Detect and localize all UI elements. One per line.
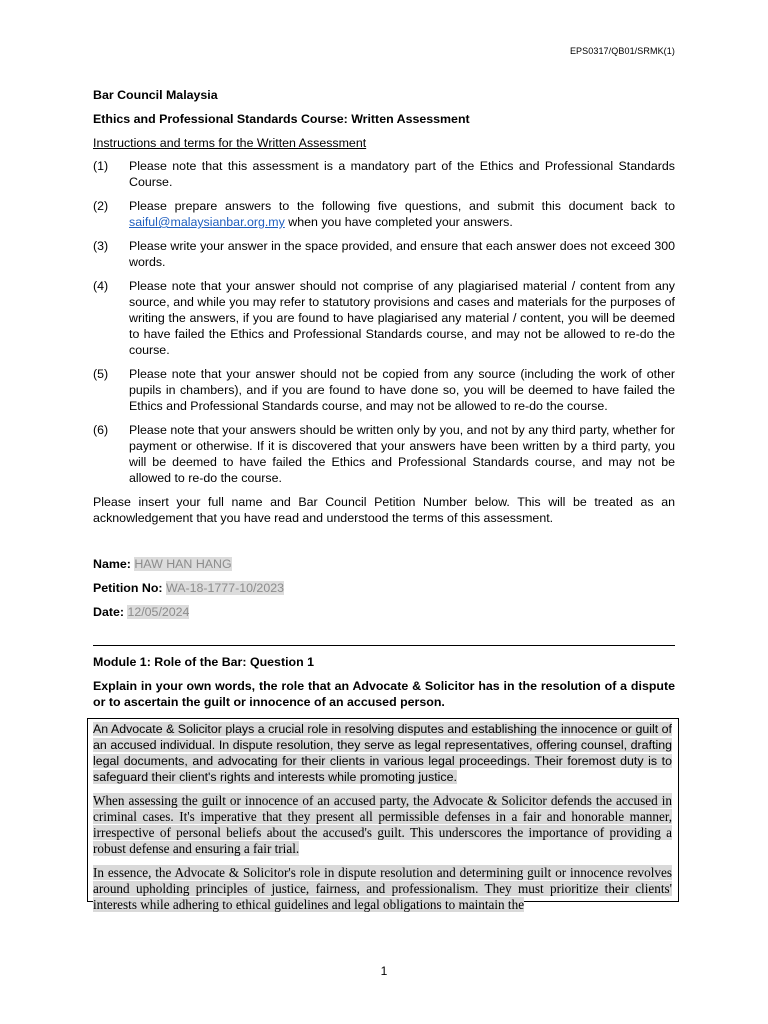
answer-box[interactable]: [87, 718, 679, 912]
answer-text: In essence, the Advocate & Solicitor's role in dispute resolution and determining guilt or innocence revolves around upholding principles of justice, fairness, and professionalism. They must prioritize their clients' interests while adhering to ethical guidelines and legal obligations to maintain the: [93, 865, 672, 912]
item-text-start: Please prepare answers to the following five questions, and submit this document back to: [129, 199, 675, 213]
item-text: Please note that your answers should be written only by you, and not by any third party, whether for payment or otherwise. If it is discovered that your answers have been written by a third party, you will be deemed to have failed the Ethics and Professional Standards course, and may not be allowed to re-do the course.: [129, 423, 675, 485]
reference-code: EPS0317/QB01/SRMK(1): [569, 46, 675, 56]
item-text: Please write your answer in the space provided, and ensure that each answer does not exceed 300 words.: [129, 239, 675, 269]
item-number: (3): [93, 239, 109, 253]
answer-text: An Advocate & Solicitor plays a crucial role in resolving disputes and establishing the innocence or guilt of an accused individual. In dispute resolution, they serve as legal representatives, offering counsel, drafting legal documents, and advocating for their clients in various legal proceedings. Their foremost duty is to safeguard their client's rights and interests while promoting justice.: [93, 722, 672, 784]
section-divider: [93, 645, 675, 646]
organisation-name: Bar Council Malaysia: [93, 88, 218, 102]
module-title: Module 1: Role of the Bar: Question 1: [93, 655, 314, 669]
instruction-item: [93, 422, 675, 486]
instructions-list: [93, 158, 675, 486]
item-number: (6): [93, 423, 109, 437]
petition-input[interactable]: WA-18-1777-10/2023: [165, 581, 284, 595]
item-number: (5): [93, 367, 109, 381]
name-label: Name:: [93, 557, 131, 571]
email-link[interactable]: saiful@malaysianbar.org.my: [129, 215, 285, 229]
answer-paragraph: [93, 793, 678, 857]
item-text-end: when you have completed your answers.: [284, 215, 513, 229]
document-title: Ethics and Professional Standards Course: Written Assessment: [93, 112, 470, 126]
date-label: Date:: [93, 605, 124, 619]
item-text: [129, 198, 675, 230]
name-input[interactable]: HAW HAN HANG: [134, 557, 232, 571]
acknowledgement-text: Please insert your full name and Bar Council Petition Number below. This will be treated as an acknowledgement that you have read and understood the terms of this assessment.: [93, 495, 675, 525]
instruction-item: [93, 158, 675, 190]
item-number: (2): [93, 199, 109, 213]
item-number: (4): [93, 279, 109, 293]
question-text: Explain in your own words, the role that an Advocate & Solicitor has in the resolution of a dispute or to ascertain the guilt or innocence of an accused person.: [93, 679, 675, 709]
answer-paragraph: [93, 721, 678, 785]
answer-text: When assessing the guilt or innocence of an accused party, the Advocate & Solicitor defends the accused in criminal cases. It's imperative that they present all permissible defenses in a fair and honorable manner, irrespective of personal beliefs about the accused's guilt. This underscores the importance of providing a robust defense and ensuring a fair trial.: [93, 793, 672, 856]
petition-label: Petition No:: [93, 581, 163, 595]
item-text: Please note that your answer should not be copied from any source (including the work of other pupils in chambers), and if you are found to have done so, you will be deemed to have failed the Ethics and Professional Standards course, and may not be allowed to re-do the course.: [129, 367, 675, 413]
item-number: (1): [93, 159, 109, 173]
instruction-item: [93, 366, 675, 414]
instruction-item: [93, 198, 675, 230]
instructions-heading: Instructions and terms for the Written Assessment: [93, 136, 367, 150]
answer-paragraph: [93, 865, 678, 913]
date-field: [93, 604, 675, 620]
instruction-item: [93, 238, 675, 270]
item-text: Please note that this assessment is a mandatory part of the Ethics and Professional Standards Course.: [129, 159, 675, 189]
document-body: [93, 87, 675, 912]
instruction-item: [93, 278, 675, 358]
petition-field: [93, 580, 675, 596]
page-number: 1: [380, 964, 388, 978]
date-input[interactable]: 12/05/2024: [127, 605, 190, 619]
name-field: [93, 556, 675, 572]
item-text: Please note that your answer should not comprise of any plagiarised material / content from any source, and while you may refer to statutory provisions and cases and materials for the purposes of writing the answers, if you are found to have plagiarised any material / content, you will be deemed to have failed the Ethics and Professional Standards course, and may not be allowed to re-do the course.: [129, 279, 675, 357]
